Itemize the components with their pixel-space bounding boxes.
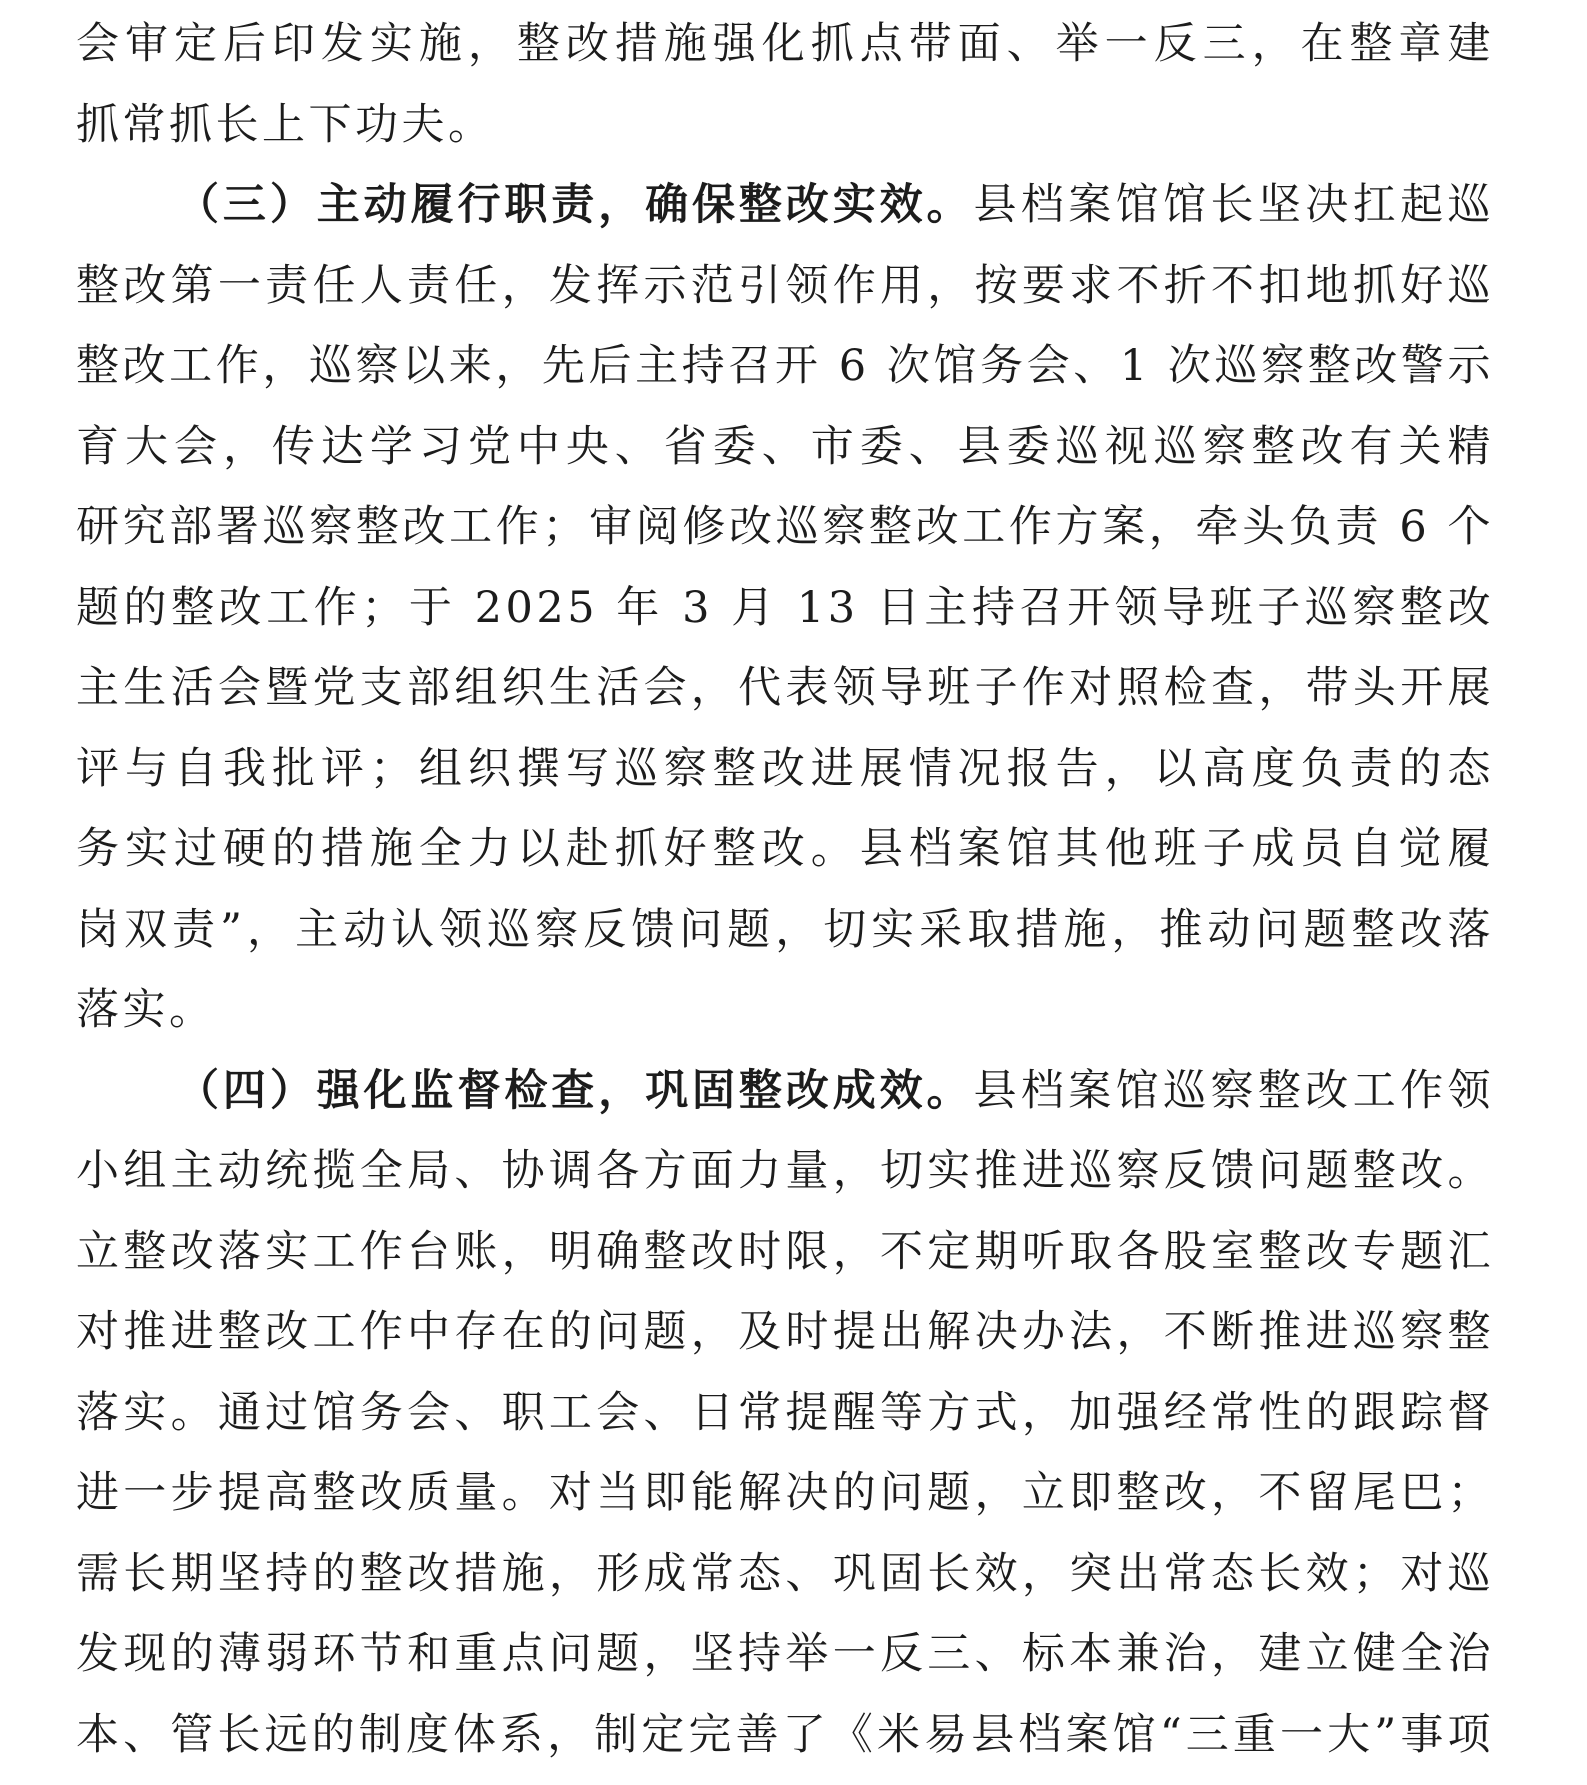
section-heading-4: （四）强化监督检查，巩固整改成效。 (176, 1065, 974, 1116)
text-line: 立整改落实工作台账，明确整改时限，不定期听取各股室整改专题汇 (76, 1226, 1494, 1277)
text-line: 本、管长远的制度体系，制定完善了《米易县档案馆“三重一大”事项 (76, 1709, 1494, 1760)
text-line: 研究部署巡察整改工作；审阅修改巡察整改工作方案，牵头负责 6 个 (76, 502, 1494, 552)
text-line: 务实过硬的措施全力以赴抓好整改。县档案馆其他班子成员自觉履 (76, 824, 1494, 874)
paragraph-line (76, 165, 1494, 246)
paragraph-line (76, 1051, 1494, 1132)
text-run: 县档案馆巡察整改工作领 (973, 1065, 1494, 1116)
text-line: 落实。 (76, 985, 216, 1035)
text-line: 需长期坚持的整改措施，形成常态、巩固长效，突出常态长效；对巡 (76, 1548, 1494, 1599)
section-heading-3: （三）主动履行职责，确保整改实效。 (176, 180, 974, 230)
text-line: 小组主动统揽全局、协调各方面力量，切实推进巡察反馈问题整改。 (76, 1146, 1494, 1196)
text-line: 主生活会暨党支部组织生活会，代表领导班子作对照检查，带头开展 (76, 663, 1494, 713)
text-line: 整改第一责任人责任，发挥示范引领作用，按要求不折不扣地抓好巡 (76, 260, 1494, 311)
text-line: 进一步提高整改质量。对当即能解决的问题，立即整改，不留尾巴； (76, 1468, 1494, 1518)
text-line: 会审定后印发实施，整改措施强化抓点带面、举一反三，在整章建 (76, 19, 1494, 69)
text-line: 抓常抓长上下功夫。 (76, 99, 495, 150)
text-line: 岗双责”，主动认领巡察反馈问题，切实采取措施，推动问题整改落 (76, 904, 1494, 955)
document-body (76, 4, 1494, 1775)
text-line: 整改工作，巡察以来，先后主持召开 6 次馆务会、1 次巡察整改警示 (76, 341, 1494, 391)
text-line: 发现的薄弱环节和重点问题，坚持举一反三、标本兼治，建立健全治 (76, 1629, 1494, 1679)
text-line: 评与自我批评；组织撰写巡察整改进展情况报告，以高度负责的态 (76, 743, 1494, 794)
text-line: 题的整改工作；于 2025 年 3 月 13 日主持召开领导班子巡察整改 (76, 582, 1494, 633)
text-run: 县档案馆馆长坚决扛起巡 (973, 180, 1494, 230)
text-line: 落实。通过馆务会、职工会、日常提醒等方式，加强经常性的跟踪督 (76, 1387, 1494, 1438)
text-line: 对推进整改工作中存在的问题，及时提出解决办法，不断推进巡察整 (76, 1307, 1494, 1357)
text-line: 育大会，传达学习党中央、省委、市委、县委巡视巡察整改有关精 (76, 421, 1494, 472)
